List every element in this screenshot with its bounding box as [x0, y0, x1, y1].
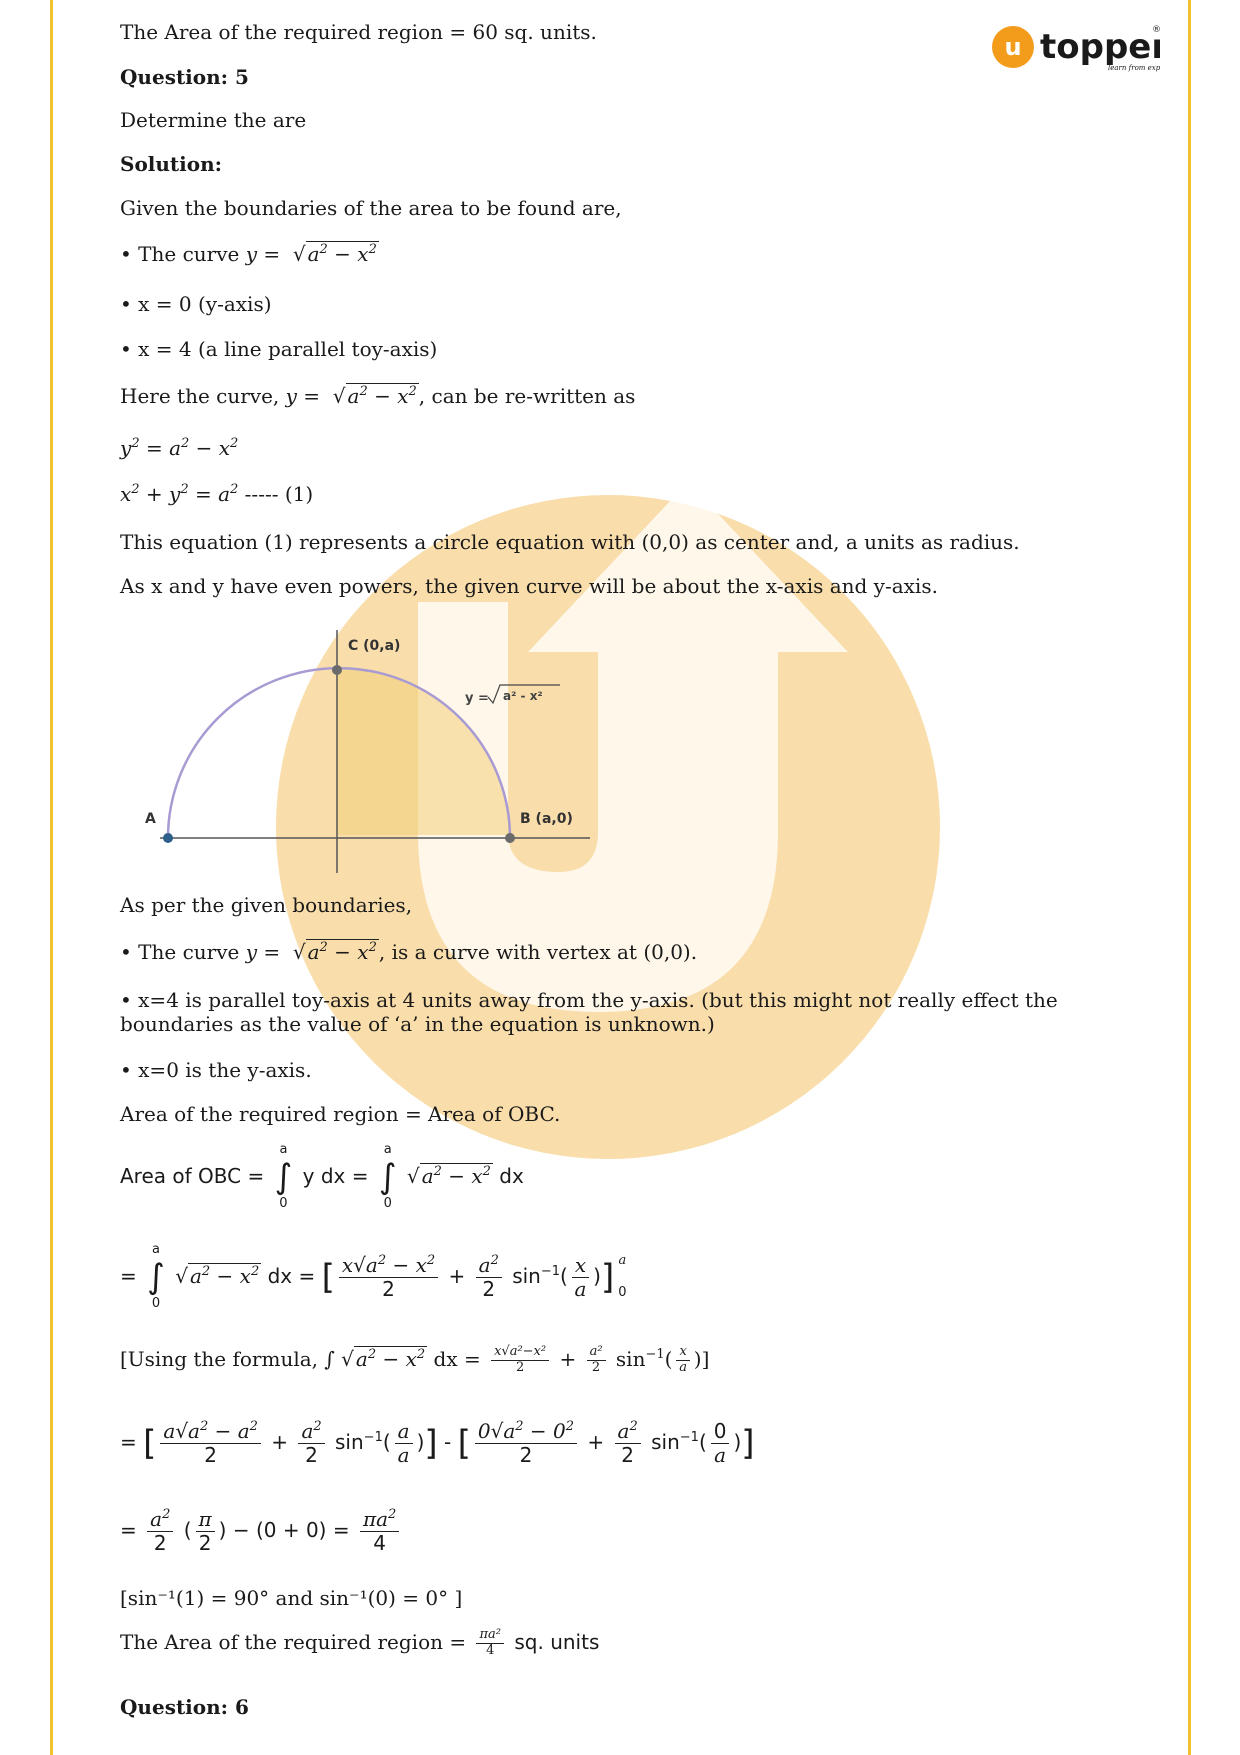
curve-label-radicand: a² - x²: [503, 689, 543, 703]
logo-letter: u: [1004, 33, 1022, 61]
registered-mark: ®: [1152, 25, 1160, 35]
circle-statement: This equation (1) represents a circle equation with (0,0) as center and, a units as radius.: [120, 530, 1020, 554]
logo-wordmark: topper: [1040, 27, 1160, 67]
point-b: [505, 833, 515, 843]
equation-circle: $x^2 + y^2 = a^2$ ----- (1): [120, 482, 314, 506]
limits-substitution: = [ $\frac{a√a^2 - a^2}{2}$ + $\frac{a^2}{2}$ $\sin^{-1}$( $\frac{a}{a}$ )] - [ $\frac{0√a^2 - 0^2}{2}$ + $\frac{a^2}{2}$ $\sin^{-1}$( $\frac{0}{a}$ )]: [120, 1419, 755, 1467]
even-powers-statement: As x and y have even powers, the given curve will be about the x-axis and y-axis.: [120, 574, 938, 598]
x4-statement-line2: boundaries as the value of ‘a’ in the equation is unknown.): [120, 1012, 715, 1036]
boundary-x4: • x = 4 (a line parallel toy-axis): [120, 337, 438, 361]
page-border-right: [1188, 0, 1191, 1755]
x4-statement-line1: • x=4 is parallel toy-axis at 4 units away from the y-axis. (but this might not really effect the: [120, 988, 1058, 1012]
final-area: The Area of the required region = $\frac{\text{πa²}}{4}$ sq. units: [120, 1627, 600, 1658]
curve-vertex-statement: • The curve y = √ $a^2 - x^2$ , is a curve with vertex at (0,0).: [120, 940, 698, 964]
page-border-left: [50, 0, 53, 1755]
simplified-result: = $\frac{a^2}{2}$ ( $\frac{\pi}{2}$ ) − (0 + 0) = $\frac{\pi a^2}{4}$: [120, 1508, 403, 1555]
semicircle-diagram: [120, 625, 620, 875]
x0-statement: • x=0 is the y-axis.: [120, 1058, 312, 1082]
label-a: A: [145, 811, 156, 827]
previous-answer: The Area of the required region = 60 sq. units.: [120, 20, 597, 44]
integral-evaluation: = a ∫ 0 √ $a^2 - x^2$ dx = [ $\frac{x√a^2 - x^2}{2}$ + $\frac{a^2}{2}$ $\sin^{-1}$( $\frac{x}{a}$ )] a 0: [120, 1242, 627, 1312]
utopper-logo: [990, 22, 1160, 82]
equation-y-squared: $y^2 = a^2 - x^2$: [120, 436, 239, 460]
given-text: Given the boundaries of the area to be found are,: [120, 196, 622, 220]
question-5-heading: Question: 5: [120, 65, 249, 89]
rewrite-line: Here the curve, y = √ $a^2 - x^2$ , can be re-written as: [120, 384, 636, 408]
area-obc-statement: Area of the required region = Area of OBC.: [120, 1102, 561, 1126]
question-6-heading: Question: 6: [120, 1695, 249, 1719]
boundary-curve: • The curve y = √ $a^2 - x^2$: [120, 242, 377, 266]
label-b: B (a,0): [520, 811, 573, 827]
sine-values-note: [sin⁻¹(1) = 90° and sin⁻¹(0) = 0° ]: [120, 1586, 463, 1610]
point-c: [332, 665, 342, 675]
label-c: C (0,a): [348, 638, 401, 654]
formula-note: [Using the formula, ∫ √ $a^2 - x^2$ dx = $\frac{\text{x√a²−x²}}{2}$ + $\frac{\text{a²}}{2}$ $\sin^{-1}$( $\frac{x}{a}$ )]: [120, 1344, 710, 1375]
curve-label-prefix: y =: [465, 691, 489, 706]
solution-heading: Solution:: [120, 152, 223, 176]
point-a: [163, 833, 173, 843]
integral-area-obc: Area of OBC = a ∫ 0 y dx = a ∫ 0 √ $a^2 - x^2$ dx: [120, 1142, 524, 1212]
per-boundaries: As per the given boundaries,: [120, 893, 413, 917]
logo-tagline: learn from exp: [1108, 64, 1160, 72]
boundary-y-axis: • x = 0 (y-axis): [120, 292, 272, 316]
question-5-prompt: Determine the are: [120, 108, 307, 132]
